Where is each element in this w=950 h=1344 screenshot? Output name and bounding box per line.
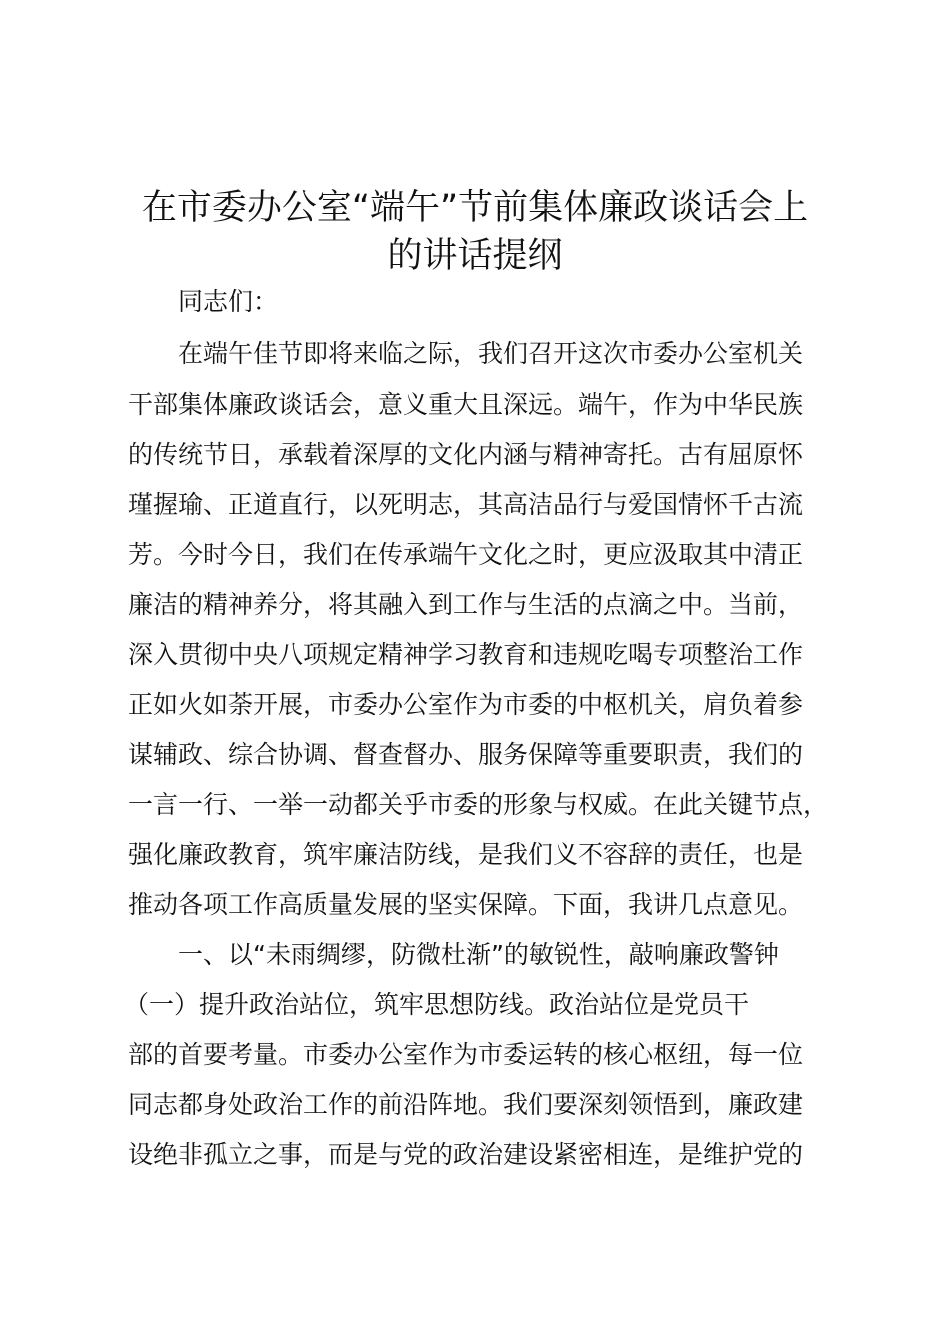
paragraph-1-line: 正如火如荼开展，市委办公室作为市委的中枢机关，肩负着参 bbox=[128, 690, 804, 719]
paragraph-2-line: 部的首要考量。市委办公室作为市委运转的核心枢纽，每一位 bbox=[128, 1040, 804, 1069]
paragraph-2-line: 同志都身处政治工作的前沿阵地。我们要深刻领悟到，廉政建 bbox=[128, 1090, 804, 1119]
paragraph-1-line: 强化廉政教育，筑牢廉洁防线，是我们义不容辞的责任，也是 bbox=[128, 840, 804, 869]
paragraph-1-line: 芳。今时今日，我们在传承端午文化之时，更应汲取其中清正 bbox=[128, 540, 804, 569]
paragraph-1-line: 廉洁的精神养分，将其融入到工作与生活的点滴之中。当前， bbox=[128, 590, 804, 619]
paragraph-1-line: 谋辅政、综合协调、督查督办、服务保障等重要职责，我们的 bbox=[128, 740, 804, 769]
section-heading-1: 一、以“未雨绸缪，防微杜渐”的敏锐性，敲响廉政警钟 bbox=[178, 940, 779, 969]
paragraph-1-line: 干部集体廉政谈话会，意义重大且深远。端午，作为中华民族 bbox=[128, 390, 804, 419]
paragraph-1-line: 瑾握瑜、正道直行，以死明志，其高洁品行与爱国情怀千古流 bbox=[128, 490, 804, 519]
paragraph-1-line: 深入贯彻中央八项规定精神学习教育和违规吃喝专项整治工作 bbox=[128, 640, 804, 669]
paragraph-2-line: 设绝非孤立之事，而是与党的政治建设紧密相连，是维护党的 bbox=[128, 1140, 804, 1169]
paragraph-2-line: （一）提升政治站位，筑牢思想防线。政治站位是党员干 bbox=[124, 990, 750, 1019]
document-title-line-2: 的讲话提纲 bbox=[387, 236, 563, 276]
paragraph-1-line: 一言一行、一举一动都关乎市委的形象与权威。在此关键节点， bbox=[128, 790, 829, 819]
paragraph-1-line: 在端午佳节即将来临之际，我们召开这次市委办公室机关 bbox=[178, 339, 804, 368]
salutation: 同志们： bbox=[178, 287, 279, 316]
paragraph-1-line: 推动各项工作高质量发展的坚实保障。下面，我讲几点意见。 bbox=[128, 890, 804, 919]
paragraph-1-line: 的传统节日，承载着深厚的文化内涵与精神寄托。古有屈原怀 bbox=[128, 440, 804, 469]
document-title-line-1: 在市委办公室“端午”节前集体廉政谈话会上 bbox=[141, 188, 809, 228]
